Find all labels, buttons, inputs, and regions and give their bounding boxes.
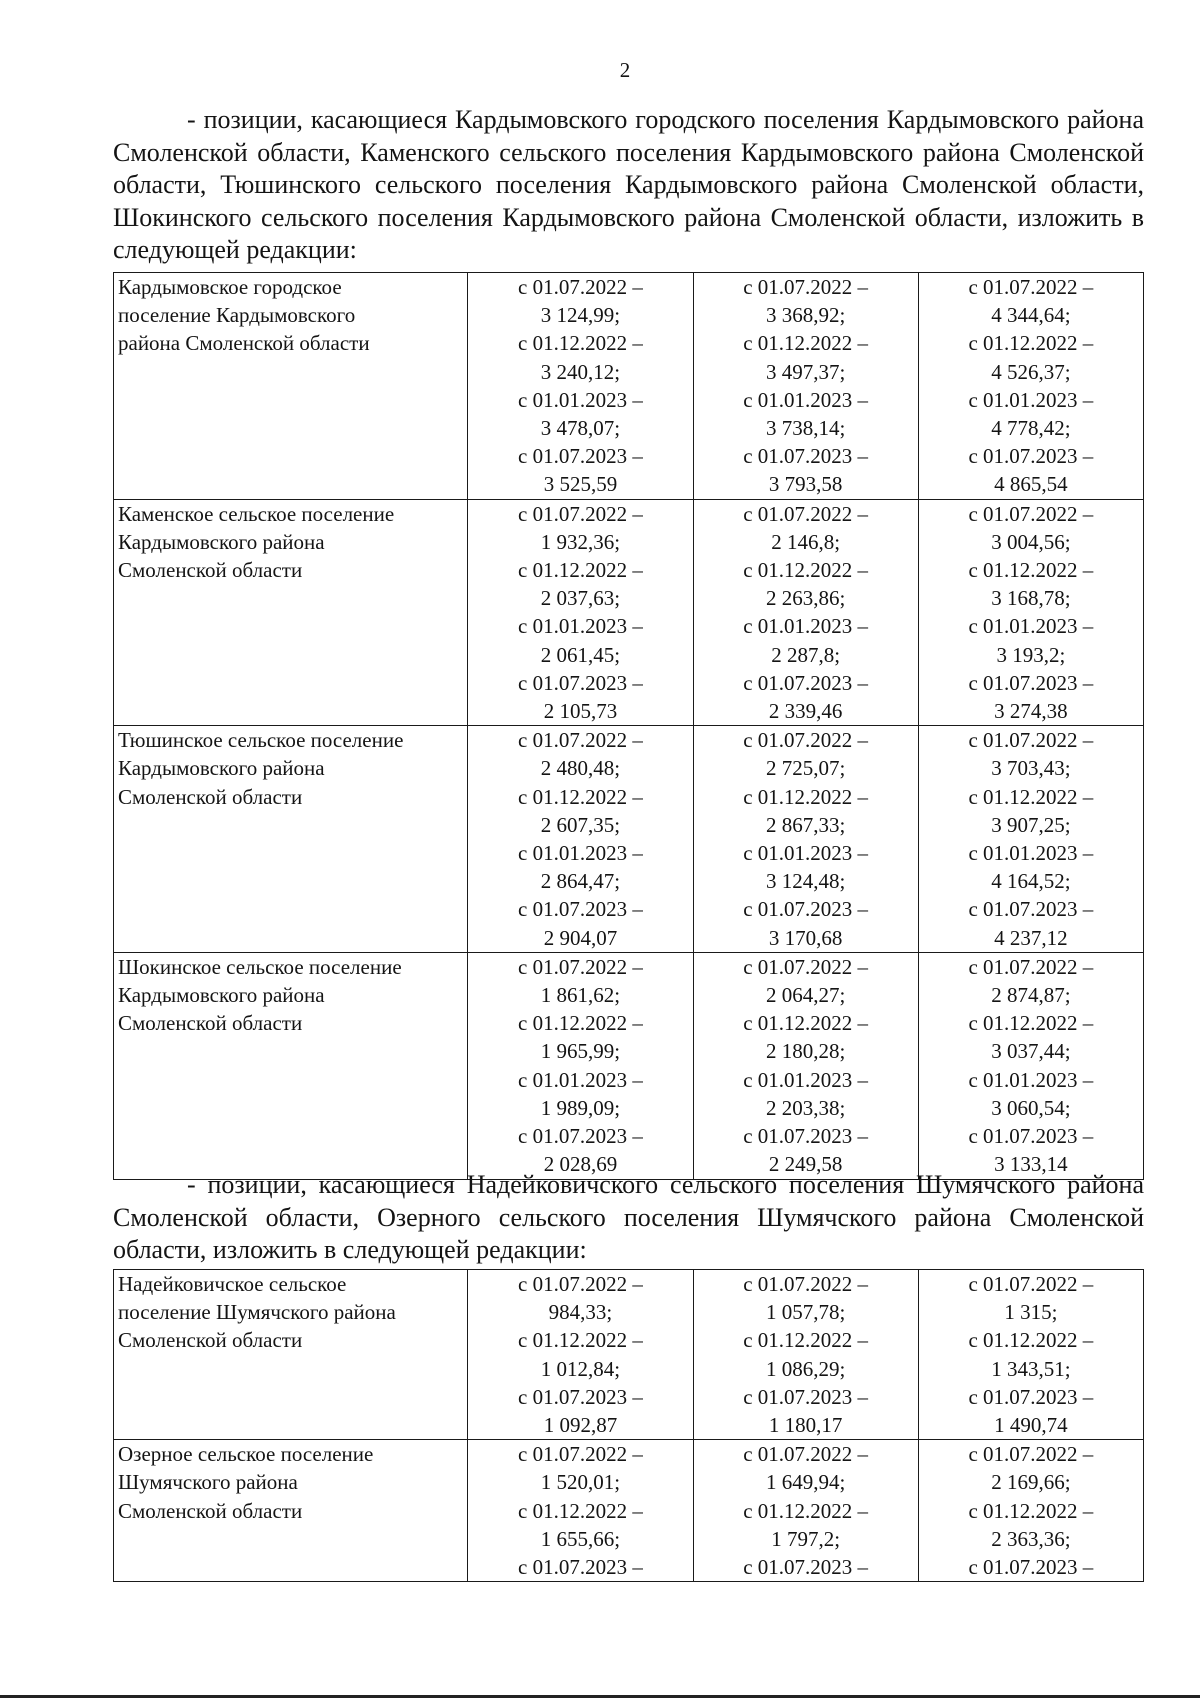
tariff-cell-col3 xyxy=(918,1440,1143,1582)
tariff-line: с 01.01.2023 – xyxy=(518,841,643,866)
tariff-line: 3 168,78; xyxy=(991,586,1071,611)
tariff-line: 1 092,87 xyxy=(543,1413,618,1438)
tariff-line: 2 037,63; xyxy=(540,586,621,611)
settlement-name-line: Кардымовского района xyxy=(118,983,325,1008)
tariff-line: с 01.01.2023 – xyxy=(743,841,869,866)
tariff-line: с 01.07.2022 – xyxy=(968,275,1094,299)
tariff-line: с 01.12.2022 – xyxy=(968,1328,1094,1353)
tariff-line: с 01.07.2023 – xyxy=(743,1384,869,1409)
tariff-line: с 01.01.2023 – xyxy=(968,1067,1094,1092)
tariff-cell-col3 xyxy=(918,1270,1143,1440)
tariff-line: с 01.12.2022 – xyxy=(518,1011,643,1036)
tariff-line: 2 105,73 xyxy=(543,699,618,724)
settlement-name-line: Озерное сельское поселение xyxy=(118,1442,374,1467)
settlement-name-line: поселение Кардымовского xyxy=(118,303,356,328)
tariff-line: с 01.01.2023 – xyxy=(968,387,1094,412)
tariff-line: с 01.07.2022 – xyxy=(968,1272,1094,1296)
tariff-line: с 01.12.2022 – xyxy=(968,1011,1094,1036)
tariff-line: с 01.12.2022 – xyxy=(743,331,869,356)
tariff-line: с 01.12.2022 – xyxy=(518,331,643,356)
tariff-line: с 01.07.2023 – xyxy=(518,1555,643,1580)
tariff-line: 3 525,59 xyxy=(543,472,618,497)
tariff-line: 1 797,2; xyxy=(771,1526,841,1551)
tariff-line: 3 497,37; xyxy=(765,359,846,384)
tariff-line: 2 263,86; xyxy=(765,586,846,611)
tariff-line: с 01.07.2022 – xyxy=(743,954,869,979)
tariff-line: 2 064,27; xyxy=(765,983,846,1008)
tariff-line: с 01.07.2023 – xyxy=(743,670,869,695)
tariff-line: 4 237,12 xyxy=(994,925,1068,950)
tariff-line: с 01.07.2023 – xyxy=(968,444,1094,469)
tariff-line: с 01.07.2023 – xyxy=(743,444,869,469)
tariff-line: 3 478,07; xyxy=(540,416,621,441)
tariff-line: 2 203,38; xyxy=(765,1095,846,1120)
tariff-line: с 01.12.2022 – xyxy=(518,784,643,809)
settlement-name-line: Смоленской области xyxy=(118,1011,303,1036)
intro-paragraph-kardymovo: - позиции, касающиеся Кардымовского городского поселения Кардымовского района Смоленской области, Каменского сельского поселения Кардымовского района Смоленской области, Тюшинского сельского поселения Кардымовского района Смоленской области, Шокинского сельского поселения Кардымовского района Смоленской области, изложить в следующей редакции: xyxy=(113,105,1144,264)
tariff-line: 3 738,14; xyxy=(765,416,846,441)
tariff-cell-col3 xyxy=(918,726,1143,953)
tariff-cell-col2 xyxy=(693,1440,918,1582)
tariff-line: 1 649,94; xyxy=(765,1470,846,1495)
settlement-name-cell xyxy=(114,952,468,1179)
table-row xyxy=(114,1270,1144,1440)
settlement-name-line: Шокинское сельское поселение xyxy=(118,954,402,979)
tariff-line: 3 004,56; xyxy=(991,529,1071,554)
tariff-line: с 01.07.2022 – xyxy=(743,1272,869,1296)
tariff-cell-col3 xyxy=(918,952,1143,1179)
tariff-line: 4 344,64; xyxy=(991,303,1071,328)
tariff-line: 2 146,8; xyxy=(771,529,841,554)
tariff-line: 1 520,01; xyxy=(540,1470,621,1495)
settlement-name-line: района Смоленской области xyxy=(118,331,370,356)
tariff-line: с 01.12.2022 – xyxy=(968,1498,1094,1523)
tariff-line: с 01.12.2022 – xyxy=(968,331,1094,356)
tariff-line: с 01.07.2023 – xyxy=(518,670,643,695)
intro-paragraph-shumyachi: - позиции, касающиеся Надейковичского сельского поселения Шумячского района Смоленской области, Озерного сельского поселения Шумячского района Смоленской области, изложить в следующей редакции: xyxy=(113,1170,1144,1264)
settlement-name-line: Надейковичское сельское xyxy=(118,1272,347,1296)
tariff-line: с 01.12.2022 – xyxy=(968,784,1094,809)
tariff-line: 3 793,58 xyxy=(768,472,843,497)
settlement-name-line: Каменское сельское поселение xyxy=(118,501,395,526)
tariff-cell-col1 xyxy=(468,726,693,953)
settlement-name-line: Смоленской области xyxy=(118,1328,303,1353)
tariff-line: с 01.07.2023 – xyxy=(518,444,643,469)
tariff-cell-col2 xyxy=(693,726,918,953)
tariff-cell-col2 xyxy=(693,952,918,1179)
table-row xyxy=(114,1440,1144,1582)
tariff-line: 3 124,48; xyxy=(765,869,846,894)
tariff-line: с 01.12.2022 – xyxy=(743,784,869,809)
tariff-line: с 01.01.2023 – xyxy=(518,614,643,639)
tariff-line: 984,33; xyxy=(548,1300,613,1325)
tariff-cell-col1 xyxy=(468,952,693,1179)
tariff-line: 4 778,42; xyxy=(991,416,1071,441)
settlement-name-cell xyxy=(114,1440,468,1582)
tariff-line: 3 240,12; xyxy=(540,359,621,384)
rates-table-body xyxy=(114,273,1144,1180)
tariff-line: с 01.01.2023 – xyxy=(968,841,1094,866)
tariff-line: 1 180,17 xyxy=(768,1413,843,1438)
tariff-line: с 01.07.2022 – xyxy=(968,728,1094,753)
tariff-line: с 01.01.2023 – xyxy=(743,387,869,412)
tariff-line: с 01.07.2023 – xyxy=(518,1384,643,1409)
tariff-line: 3 368,92; xyxy=(765,303,846,328)
tariff-line: 4 526,37; xyxy=(991,359,1071,384)
tariff-line: 3 124,99; xyxy=(540,303,621,328)
tariff-line: 1 932,36; xyxy=(540,529,621,554)
tariff-line: 1 989,09; xyxy=(540,1095,621,1120)
tariff-line: с 01.07.2023 – xyxy=(968,897,1094,922)
tariff-line: 3 037,44; xyxy=(991,1039,1071,1064)
tariff-line: с 01.07.2022 – xyxy=(518,275,643,299)
tariff-line: с 01.01.2023 – xyxy=(743,1067,869,1092)
tariff-line: с 01.07.2022 – xyxy=(743,728,869,753)
tariff-line: с 01.12.2022 – xyxy=(743,1328,869,1353)
tariff-line: с 01.07.2022 – xyxy=(968,1442,1094,1467)
tariff-line: 1 965,99; xyxy=(540,1039,621,1064)
tariff-line: 1 086,29; xyxy=(765,1356,846,1381)
tariff-line: 2 480,48; xyxy=(540,756,621,781)
tariff-line: с 01.07.2022 – xyxy=(968,501,1094,526)
settlement-name-line: Кардымовского района xyxy=(118,529,325,554)
tariff-line: 2 874,87; xyxy=(991,983,1071,1008)
tariff-line: 4 164,52; xyxy=(991,869,1071,894)
tariff-line: 2 867,33; xyxy=(765,812,846,837)
settlement-name-line: Кардымовского района xyxy=(118,756,325,781)
settlement-name-line: Кардымовское городское xyxy=(118,275,342,299)
table-row xyxy=(114,952,1144,1179)
settlement-name-line: Шумячского района xyxy=(118,1470,298,1495)
tariff-line: с 01.12.2022 – xyxy=(743,1498,869,1523)
settlement-name-cell xyxy=(114,726,468,953)
tariff-line: с 01.07.2022 – xyxy=(518,728,643,753)
tariff-line: с 01.12.2022 – xyxy=(518,1328,643,1353)
tariff-cell-col1 xyxy=(468,499,693,726)
tariff-line: 3 193,2; xyxy=(996,642,1066,667)
settlement-name-line: Смоленской области xyxy=(118,558,303,583)
tariff-line: 1 057,78; xyxy=(765,1300,846,1325)
settlement-name-cell xyxy=(114,1270,468,1440)
tariff-line: с 01.12.2022 – xyxy=(743,1011,869,1036)
tariff-line: 1 655,66; xyxy=(540,1526,621,1551)
tariff-line: 2 363,36; xyxy=(991,1526,1071,1551)
page-number: 2 xyxy=(619,58,631,82)
tariff-line: с 01.07.2023 – xyxy=(968,670,1094,695)
tariff-line: 2 180,28; xyxy=(765,1039,846,1064)
tariff-line: с 01.07.2023 – xyxy=(518,1124,643,1149)
tariff-cell-col1 xyxy=(468,273,693,500)
tariff-line: с 01.12.2022 – xyxy=(518,558,643,583)
tariff-line: 2 725,07; xyxy=(765,756,846,781)
tariff-cell-col2 xyxy=(693,273,918,500)
tariff-line: 1 861,62; xyxy=(540,983,621,1008)
table-row xyxy=(114,273,1144,500)
tariff-line: 1 490,74 xyxy=(994,1413,1068,1438)
tariff-line: 3 703,43; xyxy=(991,756,1071,781)
tariff-line: с 01.07.2022 – xyxy=(518,501,643,526)
tariff-line: с 01.07.2022 – xyxy=(518,954,643,979)
settlement-name-line: Смоленской области xyxy=(118,784,303,809)
tariff-line: 1 315; xyxy=(1004,1300,1058,1325)
tariff-line: с 01.12.2022 – xyxy=(968,558,1094,583)
tariff-line: с 01.01.2023 – xyxy=(968,614,1094,639)
tariff-line: 1 343,51; xyxy=(991,1356,1071,1381)
tariff-line: с 01.07.2023 – xyxy=(518,897,643,922)
tariff-line: с 01.07.2022 – xyxy=(743,275,869,299)
rates-table-body xyxy=(114,1270,1144,1582)
tariff-cell-col1 xyxy=(468,1270,693,1440)
tariff-line: с 01.07.2022 – xyxy=(743,1442,869,1467)
table-row xyxy=(114,499,1144,726)
tariff-cell-col2 xyxy=(693,499,918,726)
tariff-line: 2 249,58 xyxy=(768,1152,843,1177)
tariff-line: с 01.07.2022 – xyxy=(518,1442,643,1467)
tariff-line: 2 339,46 xyxy=(768,699,843,724)
settlement-name-line: Тюшинское сельское поселение xyxy=(118,728,404,753)
tariff-cell-col1 xyxy=(468,1440,693,1582)
tariff-line: 2 169,66; xyxy=(991,1470,1071,1495)
tariff-line: 2 904,07 xyxy=(543,925,618,950)
tariff-cell-col3 xyxy=(918,273,1143,500)
settlement-name-line: Смоленской области xyxy=(118,1498,303,1523)
rates-table-shumyachi xyxy=(113,1269,1144,1582)
rates-table-kardymovo xyxy=(113,272,1144,1180)
tariff-line: 2 028,69 xyxy=(543,1152,618,1177)
table-row xyxy=(114,726,1144,953)
page-bottom-border xyxy=(0,1695,1200,1698)
tariff-line: 1 012,84; xyxy=(540,1356,621,1381)
tariff-line: с 01.07.2023 – xyxy=(743,1124,869,1149)
tariff-line: 3 060,54; xyxy=(991,1095,1071,1120)
tariff-line: 2 864,47; xyxy=(540,869,621,894)
tariff-line: с 01.01.2023 – xyxy=(743,614,869,639)
tariff-line: с 01.01.2023 – xyxy=(518,387,643,412)
tariff-cell-col3 xyxy=(918,499,1143,726)
tariff-line: с 01.12.2022 – xyxy=(518,1498,643,1523)
tariff-line: с 01.07.2022 – xyxy=(968,954,1094,979)
tariff-line: 2 607,35; xyxy=(540,812,621,837)
settlement-name-line: поселение Шумячского района xyxy=(118,1300,396,1325)
tariff-line: с 01.07.2023 – xyxy=(743,1555,869,1580)
tariff-cell-col2 xyxy=(693,1270,918,1440)
tariff-line: с 01.07.2022 – xyxy=(743,501,869,526)
tariff-line: 3 133,14 xyxy=(994,1152,1068,1177)
tariff-line: с 01.12.2022 – xyxy=(743,558,869,583)
tariff-line: с 01.07.2023 – xyxy=(968,1124,1094,1149)
tariff-line: 2 061,45; xyxy=(540,642,621,667)
tariff-line: с 01.01.2023 – xyxy=(518,1067,643,1092)
tariff-line: с 01.07.2023 – xyxy=(743,897,869,922)
tariff-line: с 01.07.2023 – xyxy=(968,1384,1094,1409)
tariff-line: 4 865,54 xyxy=(994,472,1068,497)
tariff-line: 3 907,25; xyxy=(991,812,1071,837)
settlement-name-cell xyxy=(114,273,468,500)
settlement-name-cell xyxy=(114,499,468,726)
tariff-line: с 01.07.2023 – xyxy=(968,1555,1094,1580)
tariff-line: 3 274,38 xyxy=(994,699,1068,724)
tariff-line: 3 170,68 xyxy=(768,925,843,950)
tariff-line: 2 287,8; xyxy=(771,642,841,667)
tariff-line: с 01.07.2022 – xyxy=(518,1272,643,1296)
